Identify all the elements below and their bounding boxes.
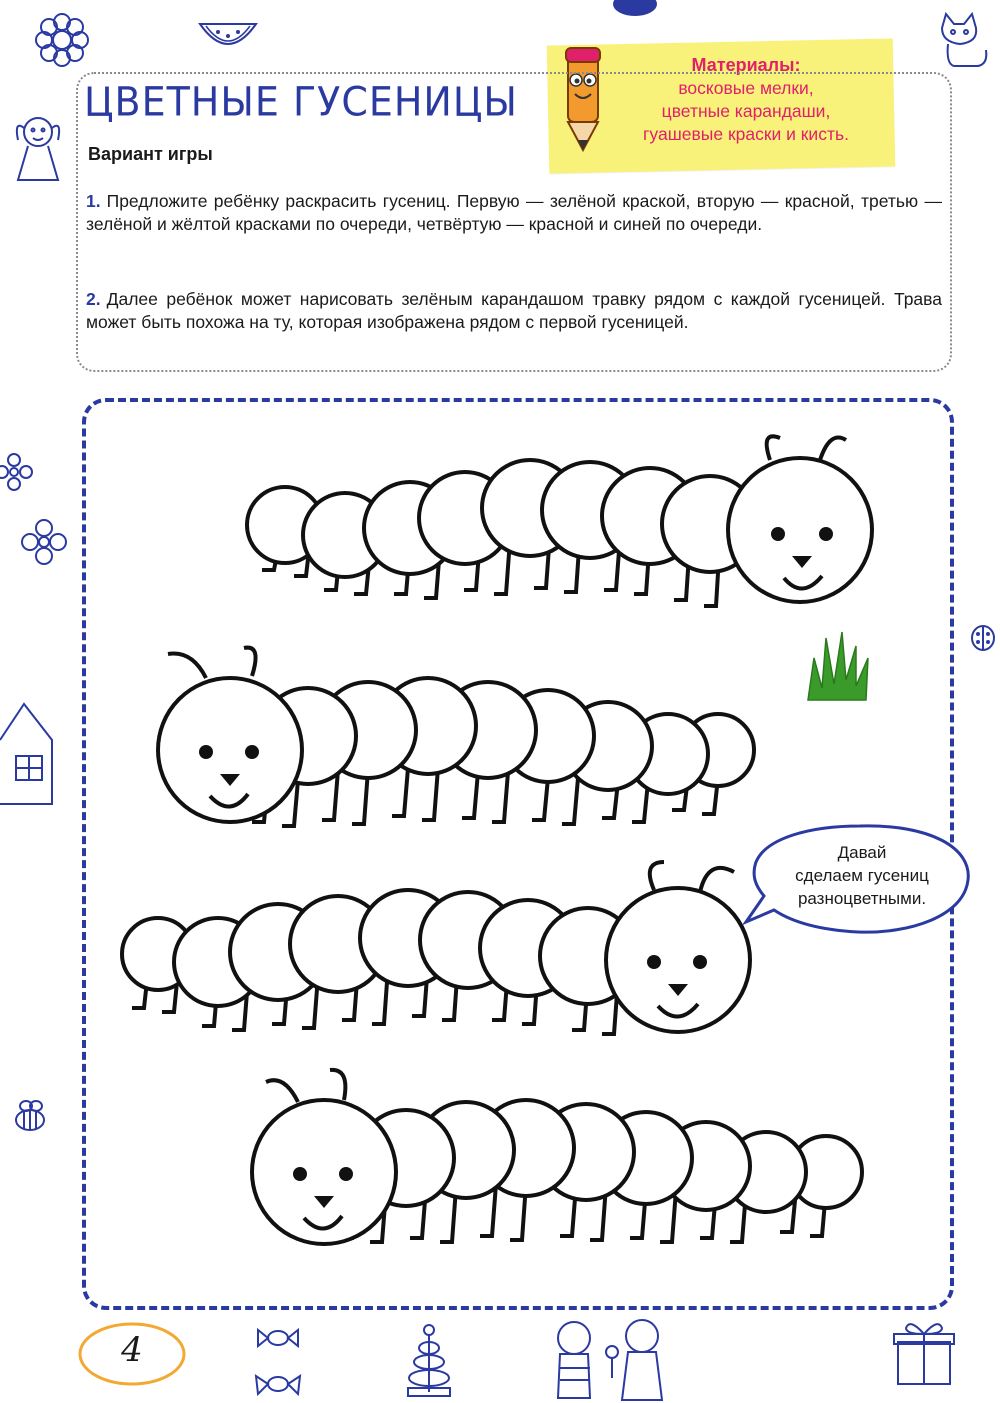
- bubble-line: Давай: [837, 843, 887, 862]
- bee-doodle-icon: [10, 1096, 50, 1136]
- caterpillar-4: [246, 1062, 886, 1292]
- materials-line: цветные карандаши,: [661, 101, 831, 121]
- bubble-line: разноцветными.: [797, 889, 927, 908]
- instruction-step: [86, 288, 942, 334]
- watermelon-doodle-icon: [196, 18, 260, 58]
- page-number: 4: [121, 1330, 143, 1370]
- step-text: Далее ребёнок может нарисовать зелёным карандашом травку рядом с каждой гусеницей. Трава может быть похожа на ту, которая изображена рядом с первой гусеницей.: [86, 289, 942, 332]
- page-title: ЦВЕТНЫЕ ГУСЕНИЦЫ: [84, 78, 518, 126]
- cat-doodle-icon: [932, 6, 996, 70]
- flower-doodle-icon: [32, 10, 92, 70]
- house-doodle-icon: [0, 700, 60, 810]
- caterpillar-2: [148, 640, 768, 850]
- kids-doodle-icon: [546, 1318, 676, 1403]
- bubble-text: [752, 841, 972, 910]
- materials-line: восковые мелки,: [678, 78, 814, 98]
- toy-pyramid-icon: [404, 1322, 454, 1398]
- step-number: 2.: [86, 289, 101, 309]
- step-number: 1.: [86, 191, 101, 211]
- step-text: Предложите ребёнку раскрасить гусениц. Первую — зелёной краской, вторую — красной, третью — зелёной и жёлтой красками по очереди, четвёртую — красной и синей по очереди.: [86, 191, 942, 234]
- bubble-line: сделаем гусениц: [795, 866, 929, 885]
- grass-icon: [804, 628, 874, 704]
- caterpillar-3: [118, 852, 758, 1082]
- materials-line: гуашевые краски и кисть.: [643, 124, 849, 144]
- ladybug-doodle-icon: [968, 620, 998, 654]
- instruction-step: [86, 190, 942, 236]
- flowers-left-icon: [0, 450, 70, 570]
- girl-doodle-icon: [8, 110, 68, 190]
- ink-blot-icon: [608, 0, 662, 20]
- materials-title: Материалы:: [691, 55, 801, 75]
- variant-heading: Вариант игры: [88, 144, 213, 164]
- caterpillar-1: [240, 430, 880, 640]
- gift-doodle-icon: [892, 1318, 956, 1388]
- candy-doodle-icon: [252, 1326, 312, 1398]
